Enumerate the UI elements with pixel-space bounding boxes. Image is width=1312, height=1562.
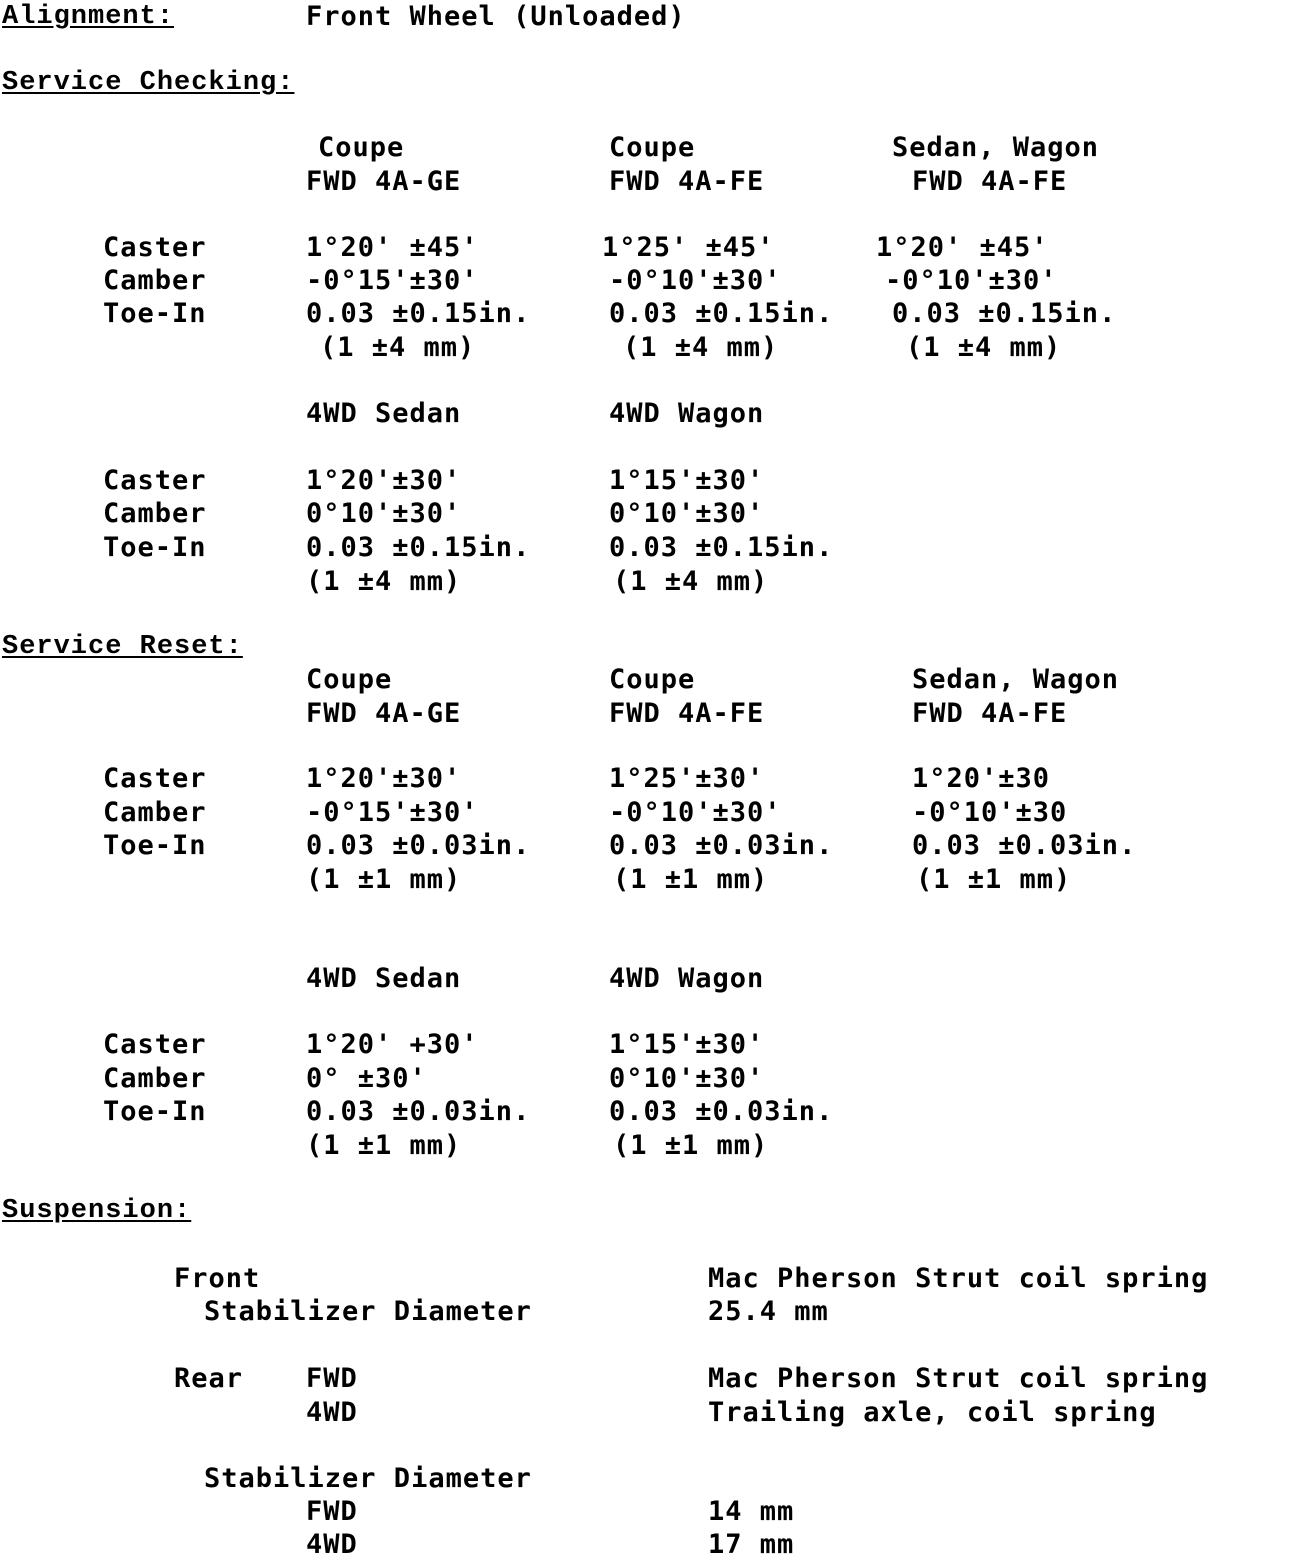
sr1-col3-toein: 0.03 ±0.03in. [912, 830, 1137, 861]
rear-fwd-type: Mac Pherson Strut coil spring [708, 1363, 1209, 1394]
sr1-caster-label: Caster [103, 763, 207, 794]
sc-col1-line1: Coupe [318, 132, 405, 163]
sc1-camber-label: Camber [103, 265, 207, 296]
sc1-caster-label: Caster [103, 232, 207, 263]
front-stabilizer-value: 25.4 mm [708, 1296, 829, 1327]
sc1-toein-label: Toe-In [103, 298, 207, 329]
sc1-col2-camber: -0°10'±30' [609, 265, 782, 296]
sr1-col2-toein: 0.03 ±0.03in. [609, 830, 834, 861]
sr2-col2-caster: 1°15'±30' [609, 1029, 765, 1060]
sr-col3-line1: Sedan, Wagon [912, 664, 1120, 695]
rear-label: Rear [174, 1363, 244, 1394]
sr-col1-line1: Coupe [306, 664, 393, 695]
sc1-col2-toein: 0.03 ±0.15in. [609, 298, 834, 329]
sc2-col1-camber: 0°10'±30' [306, 498, 462, 529]
sc1-col2-caster: 1°25' ±45' [602, 232, 775, 263]
sc1-col3-toemm: (1 ±4 mm) [906, 332, 1062, 363]
sr-col2-line2: FWD 4A-FE [609, 698, 765, 729]
sr2-camber-label: Camber [103, 1063, 207, 1094]
sr1-camber-label: Camber [103, 797, 207, 828]
alignment-title: Front Wheel (Unloaded) [306, 1, 686, 32]
sc1-col2-toemm: (1 ±4 mm) [623, 332, 779, 363]
sr2-col2-camber: 0°10'±30' [609, 1063, 765, 1094]
sr2-col1-toein: 0.03 ±0.03in. [306, 1096, 531, 1127]
sr2-col1-title: 4WD Sedan [306, 963, 462, 994]
sc1-col3-camber: -0°10'±30' [885, 265, 1058, 296]
sr1-col3-camber: -0°10'±30 [912, 797, 1068, 828]
sr-col3-line2: FWD 4A-FE [912, 698, 1068, 729]
sc2-col1-toein: 0.03 ±0.15in. [306, 532, 531, 563]
front-stabilizer-label: Stabilizer Diameter [204, 1296, 532, 1327]
sc1-col1-camber: -0°15'±30' [306, 265, 479, 296]
sc2-col2-caster: 1°15'±30' [609, 465, 765, 496]
service-checking-heading: Service Checking: [2, 68, 295, 98]
sc2-col2-toemm: (1 ±4 mm) [613, 566, 769, 597]
rear-stabilizer-label: Stabilizer Diameter [204, 1463, 532, 1494]
sc1-col3-toein: 0.03 ±0.15in. [892, 298, 1117, 329]
front-label: Front [174, 1263, 261, 1294]
sc2-col2-title: 4WD Wagon [609, 398, 765, 429]
service-reset-heading: Service Reset: [2, 632, 243, 662]
sr1-col1-toein: 0.03 ±0.03in. [306, 830, 531, 861]
sr1-col3-toemm: (1 ±1 mm) [916, 864, 1072, 895]
alignment-heading: Alignment: [2, 2, 175, 32]
sc1-col1-toein: 0.03 ±0.15in. [306, 298, 531, 329]
sr1-col1-toemm: (1 ±1 mm) [306, 864, 462, 895]
sr2-toein-label: Toe-In [103, 1096, 207, 1127]
sr2-col2-toein: 0.03 ±0.03in. [609, 1096, 834, 1127]
sc1-col1-toemm: (1 ±4 mm) [320, 332, 476, 363]
sr1-col3-caster: 1°20'±30 [912, 763, 1051, 794]
rear-4wd-label: 4WD [306, 1397, 358, 1428]
sc-col2-line1: Coupe [609, 132, 696, 163]
sr2-col2-toemm: (1 ±1 mm) [613, 1130, 769, 1161]
rear-stabilizer-4wd-value: 17 mm [708, 1529, 795, 1560]
sc-col1-line2: FWD 4A-GE [306, 166, 462, 197]
rear-stabilizer-fwd-label: FWD [306, 1496, 358, 1527]
sc2-camber-label: Camber [103, 498, 207, 529]
sr2-caster-label: Caster [103, 1029, 207, 1060]
sc2-col1-title: 4WD Sedan [306, 398, 462, 429]
sc2-caster-label: Caster [103, 465, 207, 496]
suspension-heading: Suspension: [2, 1196, 192, 1226]
front-type: Mac Pherson Strut coil spring [708, 1263, 1209, 1294]
sc-col3-line1: Sedan, Wagon [892, 132, 1100, 163]
sr2-col2-title: 4WD Wagon [609, 963, 765, 994]
sr-col1-line2: FWD 4A-GE [306, 698, 462, 729]
sc2-toein-label: Toe-In [103, 532, 207, 563]
sr1-toein-label: Toe-In [103, 830, 207, 861]
sc-col3-line2: FWD 4A-FE [912, 166, 1068, 197]
sc1-col3-caster: 1°20' ±45' [876, 232, 1049, 263]
sc2-col2-camber: 0°10'±30' [609, 498, 765, 529]
sc2-col2-toein: 0.03 ±0.15in. [609, 532, 834, 563]
sr-col2-line1: Coupe [609, 664, 696, 695]
sr1-col2-camber: -0°10'±30' [609, 797, 782, 828]
rear-4wd-type: Trailing axle, coil spring [708, 1397, 1157, 1428]
sr2-col1-toemm: (1 ±1 mm) [306, 1130, 462, 1161]
sr1-col1-caster: 1°20'±30' [306, 763, 462, 794]
sc1-col1-caster: 1°20' ±45' [306, 232, 479, 263]
sr2-col1-camber: 0° ±30' [306, 1063, 427, 1094]
rear-fwd-label: FWD [306, 1363, 358, 1394]
sr1-col1-camber: -0°15'±30' [306, 797, 479, 828]
sr2-col1-caster: 1°20' +30' [306, 1029, 479, 1060]
sr1-col2-caster: 1°25'±30' [609, 763, 765, 794]
sc2-col1-toemm: (1 ±4 mm) [306, 566, 462, 597]
rear-stabilizer-4wd-label: 4WD [306, 1529, 358, 1560]
rear-stabilizer-fwd-value: 14 mm [708, 1496, 795, 1527]
sc-col2-line2: FWD 4A-FE [609, 166, 765, 197]
sr1-col2-toemm: (1 ±1 mm) [613, 864, 769, 895]
sc2-col1-caster: 1°20'±30' [306, 465, 462, 496]
